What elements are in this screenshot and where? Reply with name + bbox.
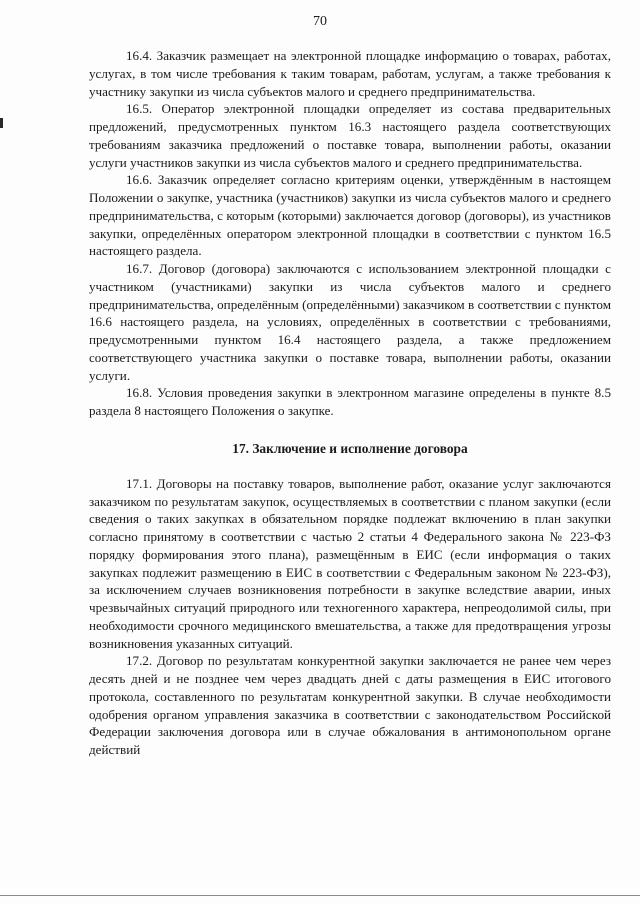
paragraph-16-7: 16.7. Договор (договора) заключаются с использованием электронной площадки с участником (участниками) закупки из числа субъектов малого и среднего предпринимательства, определённым (определёнными) заказчиком в соответствии с пунктом 16.6 настоящего раздела, на условиях, определённых в соответствии с требованиями, предусмотренными пунктом 16.4 настоящего раздела, а также предложением соответствующего участника закупки о поставке товара, выполнении работы, оказании услуги. bbox=[89, 261, 611, 383]
document-body bbox=[89, 47, 611, 759]
paragraph-16-8: 16.8. Условия проведения закупки в электронном магазине определены в пункте 8.5 раздела 8 настоящего Положения о закупке. bbox=[89, 385, 611, 418]
scan-bottom-edge bbox=[0, 895, 640, 896]
section-heading: 17. Заключение и исполнение договора bbox=[232, 440, 468, 456]
page-number: 70 bbox=[313, 14, 327, 29]
paragraph-17-1: 17.1. Договоры на поставку товаров, выполнение работ, оказание услуг заключаются заказчиком по результатам закупок, осуществляемых в соответствии с планом закупки (если сведения о таких закупках в обязательном порядке подлежат включению в план закупки согласно принятому в соответствии с частью 2 статьи 4 Федерального закона № 223-ФЗ порядку формирования этого плана), размещённым в ЕИС (если информация о таких закупках подлежит размещению в ЕИС в соответствии с Федеральным законом № 223-ФЗ), за исключением случаев возникновения потребности в закупке вследствие аварии, иных чрезвычайных ситуаций природного или техногенного характера, непреодолимой силы, при необходимости срочного медицинского вмешательства, а также для предотвращения угрозы возникновения указанных ситуаций. bbox=[89, 475, 611, 651]
paragraph-16-4: 16.4. Заказчик размещает на электронной площадке информацию о товарах, работах, услугах, в том числе требования к таким товарам, работам, услугам, а также требования к участнику закупки из числа субъектов малого и среднего предпринимательства. bbox=[89, 48, 611, 99]
paragraph-16-5: 16.5. Оператор электронной площадки определяет из состава предварительных предложений, предусмотренных пунктом 16.3 настоящего раздела соответствующих требованиям заказчика предложений о поставке товара, выполнении работы, оказании услуги участников закупки из числа субъектов малого и среднего предпринимательства. bbox=[89, 101, 611, 170]
paragraph-16-6: 16.6. Заказчик определяет согласно критериям оценки, утверждённым в настоящем Положении о закупке, участника (участников) закупки из числа субъектов малого и среднего предпринимательства, с которым (которыми) заключается договор (договоры), из участников закупки, определённых оператором электронной площадки в соответствии с пунктом 16.5 настоящего раздела. bbox=[89, 172, 611, 259]
scan-edge-mark bbox=[0, 118, 3, 128]
paragraph-17-2: 17.2. Договор по результатам конкурентной закупки заключается не ранее чем через десять дней и не позднее чем через двадцать дней с даты размещения в ЕИС итогового протокола, составленного по результатам конкурентной закупки. В случае необходимости одобрения органом управления заказчика в соответствии с законодательством Российской Федерации заключения договора или в случае обжалования в антимонопольном органе действий bbox=[89, 653, 611, 757]
